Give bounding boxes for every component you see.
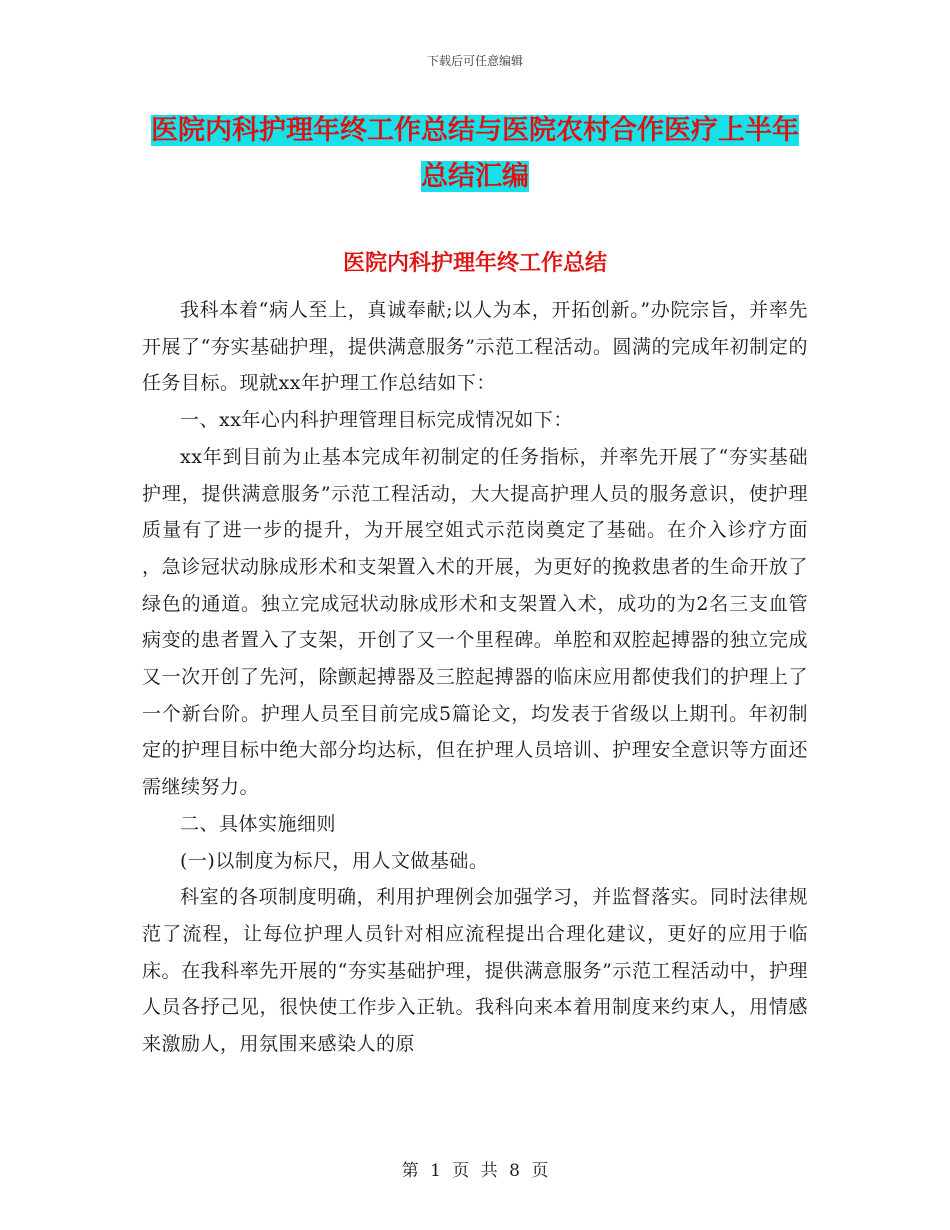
paragraph: (一)以制度为标尺，用人文做基础。 [180,849,489,872]
document-title-text: 医院内科护理年终工作总结与医院农村合作医疗上半年总结汇编 [151,115,799,192]
page-header-note: 下载后可任意编辑 [426,54,523,68]
paragraph: 一、xx年心内科护理管理目标完成情况如下： [180,409,573,432]
section-title: 医院内科护理年终工作总结 [342,250,607,276]
page-number-footer: 第 1 页 共 8 页 [401,1161,549,1181]
document-body [142,292,808,1063]
paragraph: 二、具体实施细则 [180,812,337,835]
paragraph: 我科本着“病人至上，真诚奉献;以人为本，开拓创新。”办院宗旨，并率先开展了“夯实基础护理，提供满意服务”示范工程活动。圆满的完成年初制定的任务目标。现就xx年护理工作总结如下： [142,299,808,395]
document-title [150,108,800,200]
paragraph: 科室的各项制度明确，利用护理例会加强学习，并监督落实。同时法律规范了流程，让每位护理人员针对相应流程提出合理化建议，更好的应用于临床。在我科率先开展的“夯实基础护理，提供满意服务”示范工程活动中，护理人员各抒己见，很快使工作步入正轨。我科向来本着用制度来约束人，用情感来激励人，用氛围来感染人的原 [142,886,808,1056]
paragraph: xx年到目前为止基本完成年初制定的任务指标，并率先开展了“夯实基础护理，提供满意服务”示范工程活动，大大提高护理人员的服务意识，使护理质量有了进一步的提升，为开展空姐式示范岗奠定了基础。在介入诊疗方面 ，急诊冠状动脉成形术和支架置入术的开展，为更好的挽救患者的生命开放了绿色的通道。独立完成冠状动脉成形术和支架置入术，成功的为2名三支血管病变的患者置入了支架，开创了又一个里程碑。单腔和双腔起搏器的独立完成又一次开创了先河，除颤起搏器及三腔起搏器的临床应用都使我们的护理上了一个新台阶。护理人员至目前完成5篇论文，均发表于省级以上期刊。年初制定的护理目标中绝大部分均达标，但在护理人员培训、护理安全意识等方面还需继续努力。 [142,445,808,799]
